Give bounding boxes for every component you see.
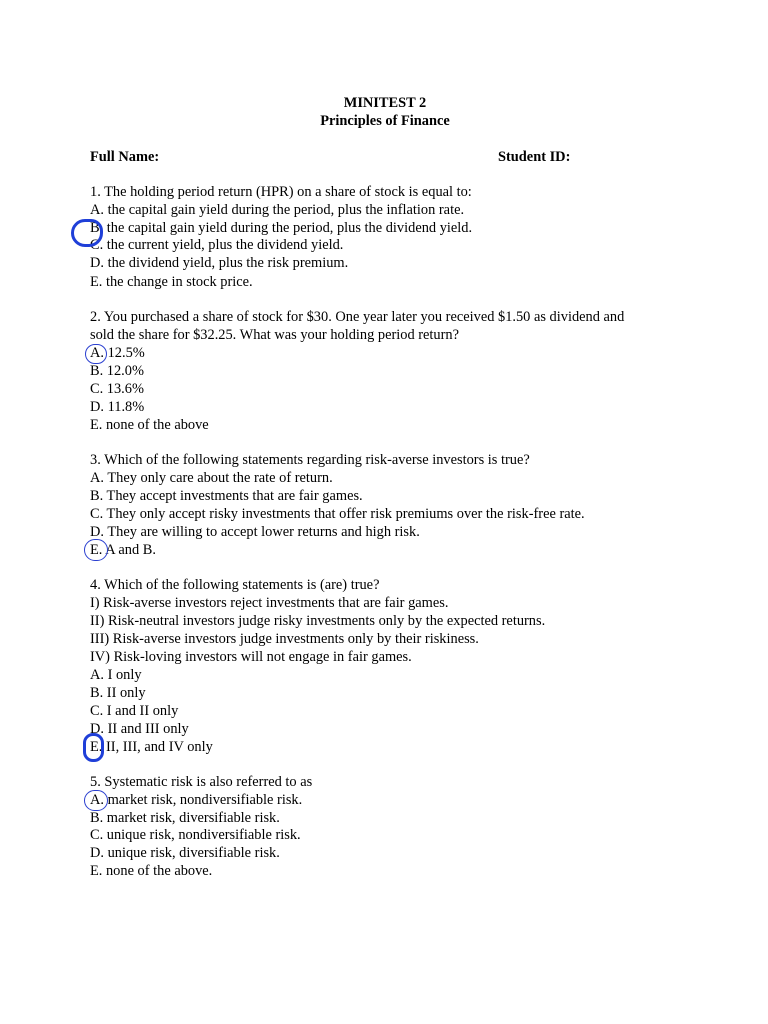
full-name-label: Full Name:	[90, 149, 160, 165]
question-4-option-e: E. II, III, and IV only	[90, 739, 213, 755]
question-5-option-b: B. market risk, diversifiable risk.	[90, 810, 280, 826]
question-4-statement-3: III) Risk-averse investors judge investments only by their riskiness.	[90, 631, 479, 647]
question-4-option-d: D. II and III only	[90, 721, 189, 737]
question-4-option-b: B. II only	[90, 685, 146, 701]
question-3-option-d: D. They are willing to accept lower returns and high risk.	[90, 524, 420, 540]
question-4-statement-4: IV) Risk-loving investors will not engage in fair games.	[90, 649, 412, 665]
question-2-stem-line-1: 2. You purchased a share of stock for $30. One year later you received $1.50 as dividend and	[90, 309, 625, 325]
question-5-stem: 5. Systematic risk is also referred to as	[90, 774, 313, 790]
question-2-option-a: A. 12.5%	[90, 345, 145, 361]
question-1-option-d: D. the dividend yield, plus the risk premium.	[90, 255, 349, 271]
question-2-option-b: B. 12.0%	[90, 363, 144, 379]
question-4-option-c: C. I and II only	[90, 703, 179, 719]
question-3-option-c: C. They only accept risky investments that offer risk premiums over the risk-free rate.	[90, 506, 585, 522]
question-3-option-b: B. They accept investments that are fair games.	[90, 488, 363, 504]
question-5-option-d: D. unique risk, diversifiable risk.	[90, 845, 280, 861]
question-4-option-a: A. I only	[90, 667, 142, 683]
question-4-statement-2: II) Risk-neutral investors judge risky investments only by the expected returns.	[90, 613, 546, 629]
question-3-stem: 3. Which of the following statements regarding risk-averse investors is true?	[90, 452, 530, 468]
question-3-option-e: E. A and B.	[90, 542, 156, 558]
question-2-option-c: C. 13.6%	[90, 381, 144, 397]
question-2-option-e: E. none of the above	[90, 417, 209, 433]
question-4-statement-1: I) Risk-averse investors reject investments that are fair games.	[90, 595, 449, 611]
question-1-option-c: C. the current yield, plus the dividend yield.	[90, 237, 344, 253]
question-5-option-c: C. unique risk, nondiversifiable risk.	[90, 827, 301, 843]
student-id-label: Student ID:	[498, 149, 571, 165]
question-5-option-a: A. market risk, nondiversifiable risk.	[90, 792, 303, 808]
question-5-option-e: E. none of the above.	[90, 863, 213, 879]
exam-title: MINITEST 2	[343, 95, 427, 111]
question-1-option-e: E. the change in stock price.	[90, 274, 253, 290]
question-1-stem: 1. The holding period return (HPR) on a share of stock is equal to:	[90, 184, 472, 200]
question-4-stem: 4. Which of the following statements is (are) true?	[90, 577, 380, 593]
question-3-option-a: A. They only care about the rate of return.	[90, 470, 333, 486]
question-1-option-a: A. the capital gain yield during the period, plus the inflation rate.	[90, 202, 465, 218]
question-2-option-d: D. 11.8%	[90, 399, 145, 415]
exam-subtitle: Principles of Finance	[320, 113, 450, 129]
question-2-stem-line-2: sold the share for $32.25. What was your holding period return?	[90, 327, 460, 343]
question-1-option-b: B. the capital gain yield during the period, plus the dividend yield.	[90, 220, 473, 236]
